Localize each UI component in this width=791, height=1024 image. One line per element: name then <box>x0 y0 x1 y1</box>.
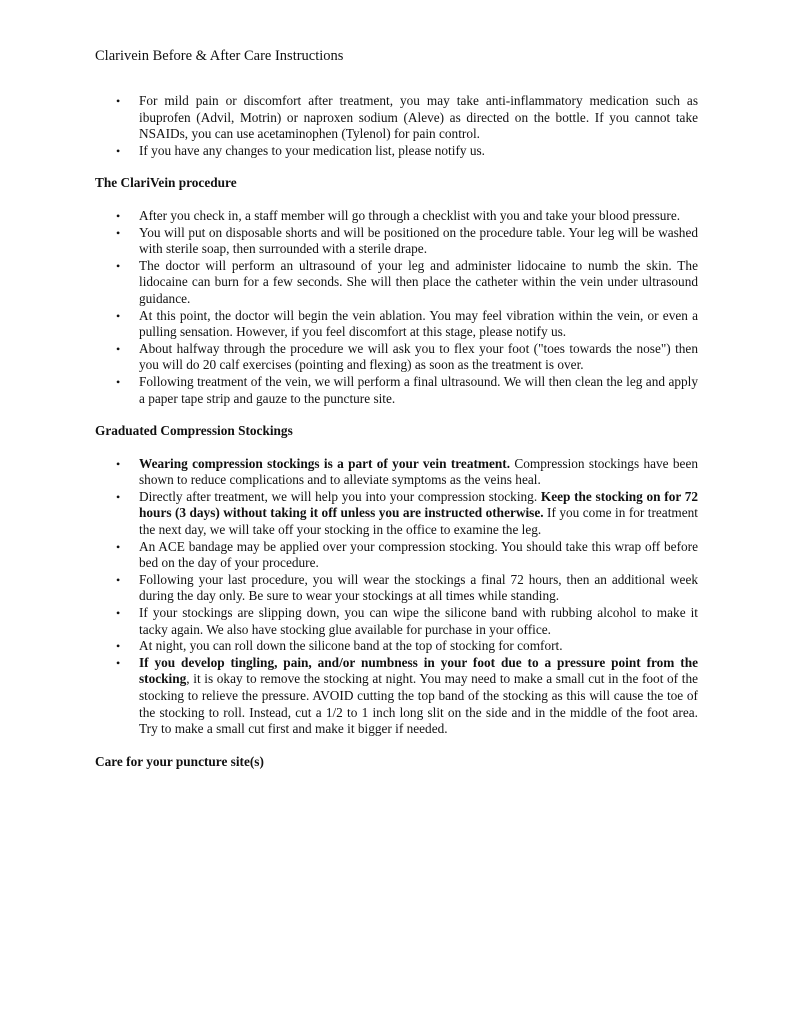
document-body <box>95 93 698 770</box>
stockings-heading: Graduated Compression Stockings <box>95 423 293 439</box>
emphasis-text: If you develop tingling, pain, and/or numbness in your foot due to a pressure point from the stocking <box>139 654 698 687</box>
document-title: Clarivein Before & After Care Instructions <box>95 48 344 64</box>
list-item: • For mild pain or discomfort after treatment, you may take anti-inflammatory medication such as ibuprofen (Advil, Motrin) or naproxen sodium (Aleve) as directed on the bottle. If you cannot take NSAIDs, you can use acetaminophen (Tylenol) for pain control. <box>95 93 698 143</box>
emphasis-text: Wearing compression stockings is a part of your vein treatment. <box>139 455 511 471</box>
list-item: • About halfway through the procedure we will ask you to flex your foot ("toes towards the nose") then you will do 20 calf exercises (pointing and flexing) as soon as the treatment is over. <box>95 341 698 374</box>
body-text: Directly after treatment, we will help you into your compression stocking. <box>139 488 541 504</box>
stockings-list <box>95 456 698 738</box>
list-item: • If you have any changes to your medication list, please notify us. <box>95 143 698 160</box>
list-item: • At night, you can roll down the silicone band at the top of stocking for comfort. <box>95 638 698 655</box>
list-item: • The doctor will perform an ultrasound of your leg and administer lidocaine to numb the skin. The lidocaine can burn for a few seconds. She will then place the catheter within the vein under ultrasound guidance. <box>95 258 698 308</box>
body-text: , it is okay to remove the stocking at night. You may need to make a small cut in the foot of the stocking to relieve the pressure. AVOID cutting the top band of the stocking as this will cause the toe of the stocking to roll. Instead, cut a 1/2 to 1 inch long slit on the side and in the middle of the foot area. Try to make a small cut first and make it bigger if needed. <box>139 671 698 737</box>
list-item <box>95 489 698 539</box>
medication-list <box>95 93 698 159</box>
list-item: • An ACE bandage may be applied over your compression stocking. You should take this wrap off before bed on the day of your procedure. <box>95 539 698 572</box>
emphasis-text: Keep the stocking on for 72 hours (3 days) without taking it off unless you are instructed otherwise. <box>139 488 698 521</box>
list-item: • Following treatment of the vein, we will perform a final ultrasound. We will then clean the leg and apply a paper tape strip and gauze to the puncture site. <box>95 374 698 407</box>
puncture-heading: Care for your puncture site(s) <box>95 753 264 769</box>
list-item: • If your stockings are slipping down, you can wipe the silicone band with rubbing alcohol to make it tacky again. We also have stocking glue available for purchase in your office. <box>95 605 698 638</box>
procedure-list <box>95 208 698 407</box>
list-item: • You will put on disposable shorts and will be positioned on the procedure table. Your leg will be washed with sterile soap, then surrounded with a sterile drape. <box>95 225 698 258</box>
procedure-heading: The ClariVein procedure <box>95 175 237 191</box>
list-item <box>95 655 698 738</box>
body-text: Compression stockings have been shown to reduce complications and to alleviate symptoms as the veins heal. <box>139 455 698 488</box>
list-item: • Following your last procedure, you will wear the stockings a final 72 hours, then an additional week during the day only. Be sure to wear your stockings at all times while standing. <box>95 572 698 605</box>
body-text: If you come in for treatment the next day, we will take off your stocking in the office to examine the leg. <box>139 505 698 538</box>
list-item <box>95 456 698 489</box>
list-item: • At this point, the doctor will begin the vein ablation. You may feel vibration within the vein, or even a pulling sensation. However, if you feel discomfort at this stage, please notify us. <box>95 308 698 341</box>
list-item: • After you check in, a staff member will go through a checklist with you and take your blood pressure. <box>95 208 698 225</box>
